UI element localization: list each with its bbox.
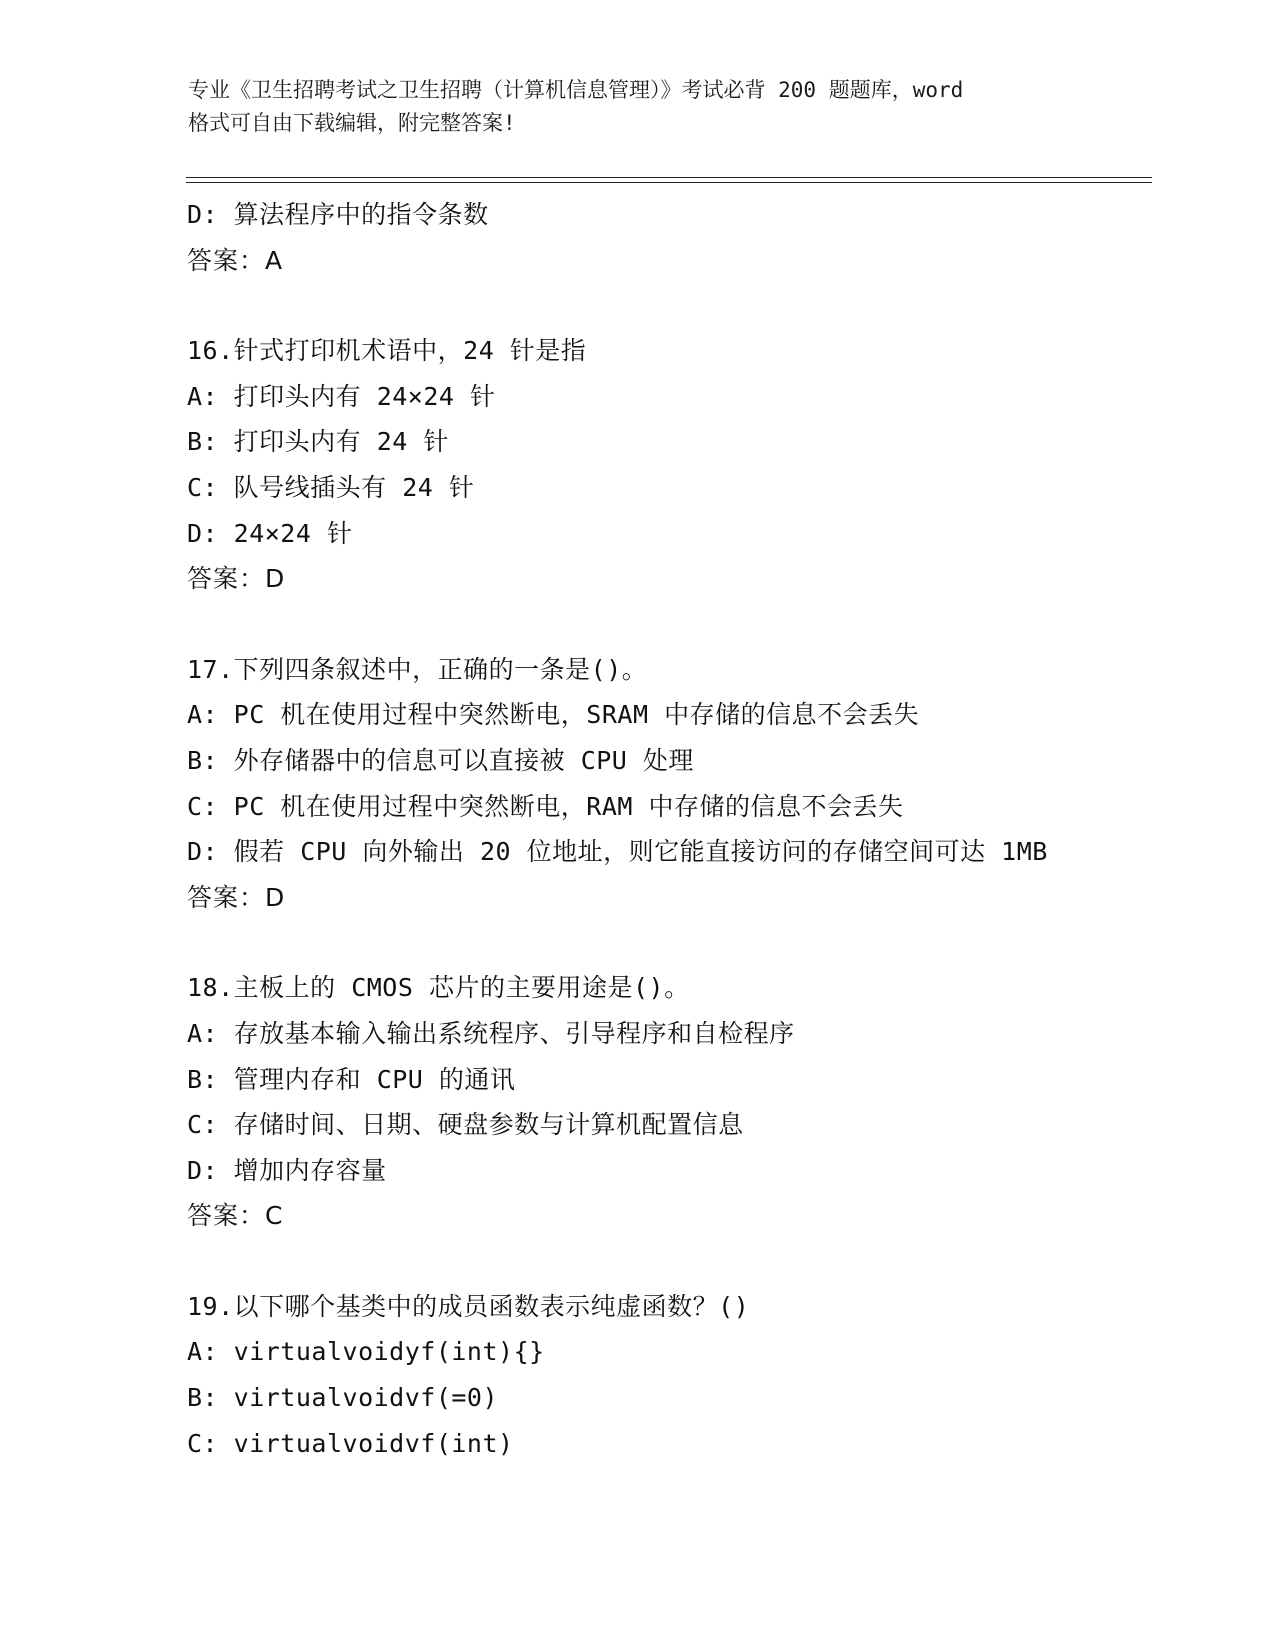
- question-17: [187, 647, 1187, 921]
- header-rule-top: [186, 177, 1152, 178]
- option-c: C: 存储时间、日期、硬盘参数与计算机配置信息: [187, 1110, 744, 1140]
- question-list: [187, 192, 1187, 1466]
- spacer: [187, 283, 1187, 328]
- option-a: A: 存放基本输入输出系统程序、引导程序和自检程序: [187, 1018, 795, 1048]
- option-b: B: 管理内存和 CPU 的通讯: [187, 1064, 516, 1094]
- question-stem: 16.针式打印机术语中，24 针是指: [187, 336, 587, 366]
- option-c: C: virtualvoidvf(int): [187, 1428, 514, 1458]
- question-stem: 19.以下哪个基类中的成员函数表示纯虚函数？(): [187, 1291, 750, 1321]
- option-b: B: 外存储器中的信息可以直接被 CPU 处理: [187, 745, 694, 775]
- answer: 答案：C: [187, 1201, 284, 1231]
- spacer: [187, 920, 1187, 965]
- document-header: [188, 74, 1088, 140]
- option-a: A: 打印头内有 24×24 针: [187, 381, 496, 411]
- option-b: B: 打印头内有 24 针: [187, 427, 449, 457]
- option-d: D: 假若 CPU 向外输出 20 位地址，则它能直接访问的存储空间可达 1MB: [187, 837, 1048, 867]
- option-d: D: 增加内存容量: [187, 1155, 387, 1185]
- option-a: A: PC 机在使用过程中突然断电，SRAM 中存储的信息不会丢失: [187, 700, 920, 730]
- question-stem: 17.下列四条叙述中，正确的一条是()。: [187, 654, 648, 684]
- option-b: B: virtualvoidvf(=0): [187, 1383, 499, 1413]
- option-c: C: 队号线插头有 24 针: [187, 472, 475, 502]
- question-18: [187, 965, 1187, 1239]
- option-d: D: 算法程序中的指令条数: [187, 200, 489, 229]
- spacer: [187, 1239, 1187, 1284]
- option-a: A: virtualvoidyf(int){}: [187, 1337, 545, 1367]
- question-19: [187, 1284, 1187, 1466]
- question-stem: 18.主板上的 CMOS 芯片的主要用途是()。: [187, 973, 690, 1003]
- option-c: C: PC 机在使用过程中突然断电，RAM 中存储的信息不会丢失: [187, 791, 904, 821]
- spacer: [187, 602, 1187, 647]
- answer: 答案：D: [187, 564, 286, 594]
- answer: 答案：A: [187, 245, 284, 275]
- header-line-1: 专业《卫生招聘考试之卫生招聘（计算机信息管理）》考试必背 200 题题库，word: [188, 78, 964, 102]
- question-16: [187, 328, 1187, 602]
- answer: 答案：D: [187, 882, 286, 912]
- header-rule-bottom: [186, 182, 1152, 183]
- header-line-2: 格式可自由下载编辑，附完整答案!: [188, 111, 516, 135]
- option-d: D: 24×24 针: [187, 518, 353, 548]
